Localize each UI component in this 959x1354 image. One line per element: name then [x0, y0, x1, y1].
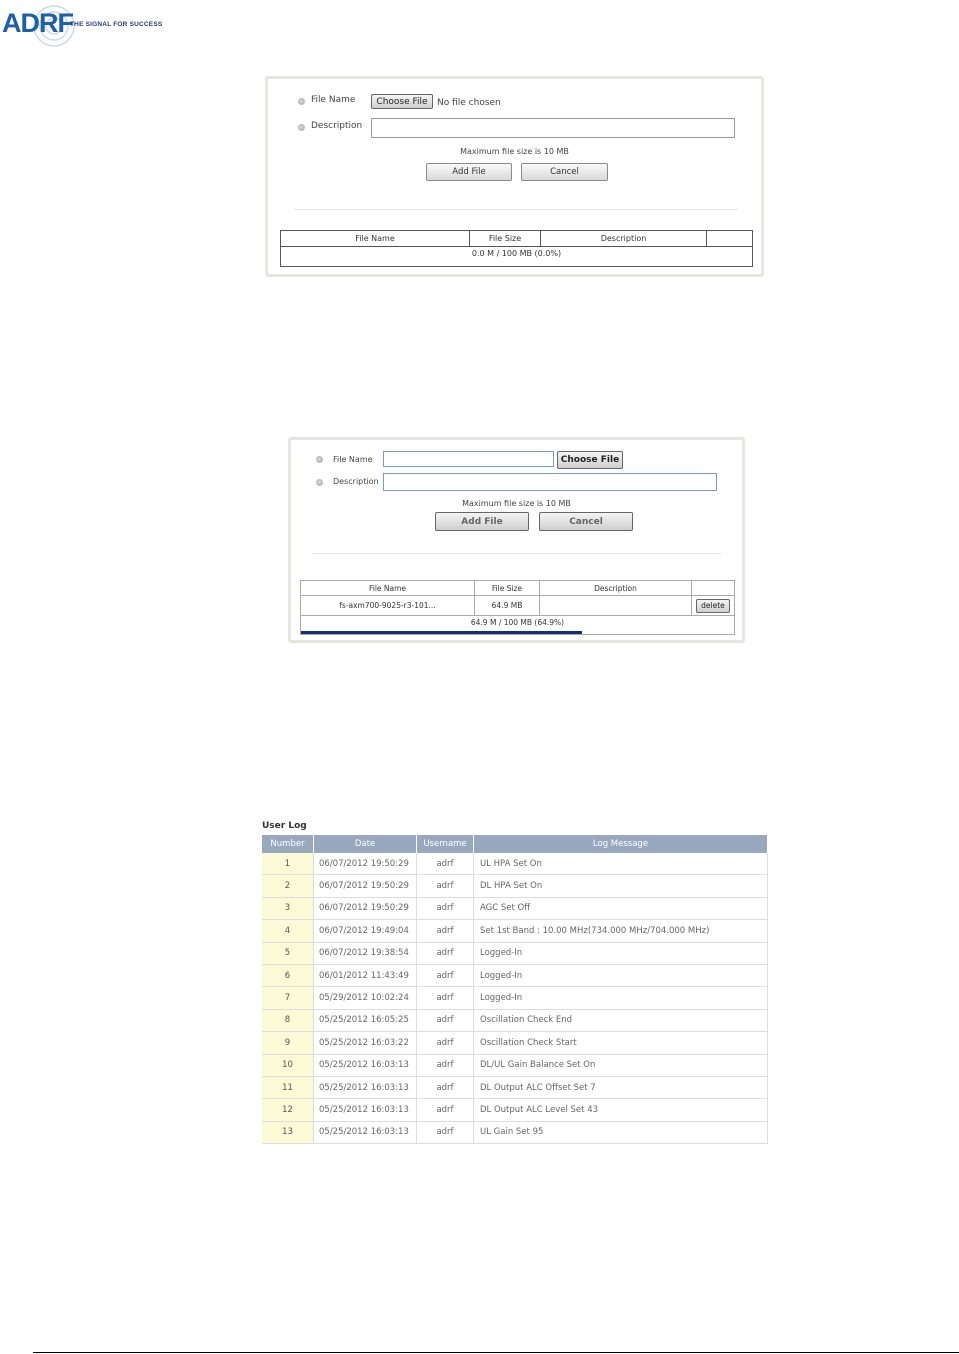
log-date-cell: 05/25/2012 16:03:13 [314, 1054, 417, 1076]
file-upload-panel-empty [265, 76, 764, 277]
log-message-cell: Set 1st Band : 10.00 MHz(734.000 MHz/704.000 MHz) [474, 920, 768, 942]
cancel-button[interactable]: Cancel [521, 163, 608, 181]
log-message-cell: UL Gain Set 95 [474, 1121, 768, 1143]
add-file-button[interactable]: Add File [435, 512, 529, 531]
logo-tagline: THE SIGNAL FOR SUCCESS [70, 21, 163, 28]
log-date-cell: 06/01/2012 11:43:49 [314, 964, 417, 986]
header-action [692, 581, 735, 596]
log-date-cell: 05/25/2012 16:03:22 [314, 1032, 417, 1054]
header-date: Date [314, 835, 417, 853]
log-message-cell: Logged-In [474, 942, 768, 964]
log-username-cell: adrf [417, 1009, 474, 1031]
file-name-cell: fs-axm700-9025-r3-101... [301, 596, 475, 616]
log-date-cell: 06/07/2012 19:38:54 [314, 942, 417, 964]
max-file-size-text: Maximum file size is 10 MB [460, 147, 569, 156]
header-file-name: File Name [281, 231, 470, 247]
bullet-icon [316, 479, 323, 486]
storage-usage-row [301, 616, 735, 635]
cancel-button[interactable]: Cancel [539, 512, 633, 531]
log-date-cell: 06/07/2012 19:49:04 [314, 920, 417, 942]
table-row [262, 1054, 768, 1076]
header-file-size: File Size [470, 231, 541, 247]
table-row [262, 1032, 768, 1054]
max-file-size-text: Maximum file size is 10 MB [462, 499, 571, 508]
header-username: Username [417, 835, 474, 853]
log-username-cell: adrf [417, 1099, 474, 1121]
table-row [301, 596, 735, 616]
header-action [707, 231, 753, 247]
log-number-cell: 3 [262, 897, 314, 919]
log-number-cell: 11 [262, 1076, 314, 1098]
log-username-cell: adrf [417, 1121, 474, 1143]
description-input[interactable] [383, 473, 717, 491]
log-date-cell: 05/25/2012 16:03:13 [314, 1121, 417, 1143]
table-row [262, 920, 768, 942]
log-message-cell: AGC Set Off [474, 897, 768, 919]
table-header-row [301, 581, 735, 596]
log-message-cell: UL HPA Set On [474, 853, 768, 875]
bullet-icon [298, 124, 305, 131]
log-message-cell: Logged-In [474, 964, 768, 986]
log-number-cell: 5 [262, 942, 314, 964]
delete-button[interactable]: delete [696, 599, 730, 613]
description-input[interactable] [371, 118, 735, 138]
storage-usage-text: 0.0 M / 100 MB (0.0%) [281, 247, 753, 267]
log-message-cell: DL/UL Gain Balance Set On [474, 1054, 768, 1076]
log-header-row [262, 835, 768, 853]
user-log-table [262, 835, 768, 1144]
description-cell [540, 596, 692, 616]
log-username-cell: adrf [417, 875, 474, 897]
table-row [262, 1009, 768, 1031]
log-number-cell: 10 [262, 1054, 314, 1076]
table-row [262, 942, 768, 964]
log-number-cell: 8 [262, 1009, 314, 1031]
log-message-cell: DL Output ALC Offset Set 7 [474, 1076, 768, 1098]
storage-usage-bar [301, 631, 582, 634]
log-date-cell: 06/07/2012 19:50:29 [314, 875, 417, 897]
choose-file-button[interactable]: Choose File [371, 94, 433, 109]
table-row [262, 897, 768, 919]
bullet-icon [298, 98, 305, 105]
file-name-label: File Name [311, 95, 356, 105]
log-message-cell: Oscillation Check End [474, 1009, 768, 1031]
log-username-cell: adrf [417, 897, 474, 919]
table-row [262, 875, 768, 897]
file-size-cell: 64.9 MB [475, 596, 540, 616]
divider [294, 209, 738, 210]
log-message-cell: DL Output ALC Level Set 43 [474, 1099, 768, 1121]
log-number-cell: 1 [262, 853, 314, 875]
file-name-label: File Name [333, 455, 373, 464]
company-logo [2, 2, 172, 50]
log-date-cell: 06/07/2012 19:50:29 [314, 853, 417, 875]
log-username-cell: adrf [417, 1076, 474, 1098]
action-cell [692, 596, 735, 616]
user-log-title: User Log [262, 821, 307, 831]
storage-usage-cell [301, 616, 735, 635]
log-message-cell: DL HPA Set On [474, 875, 768, 897]
divider [313, 553, 721, 554]
log-date-cell: 05/29/2012 10:02:24 [314, 987, 417, 1009]
log-username-cell: adrf [417, 964, 474, 986]
table-row [262, 1121, 768, 1143]
file-list-table [280, 230, 753, 267]
choose-file-button[interactable]: Choose File [557, 451, 623, 469]
log-date-cell: 05/25/2012 16:05:25 [314, 1009, 417, 1031]
storage-usage-row [281, 247, 753, 267]
header-description: Description [540, 581, 692, 596]
log-message-cell: Logged-In [474, 987, 768, 1009]
log-number-cell: 13 [262, 1121, 314, 1143]
file-list-table [300, 580, 735, 635]
table-row [262, 964, 768, 986]
header-number: Number [262, 835, 314, 853]
log-number-cell: 9 [262, 1032, 314, 1054]
log-date-cell: 05/25/2012 16:03:13 [314, 1099, 417, 1121]
add-file-button[interactable]: Add File [426, 163, 512, 181]
table-row [262, 853, 768, 875]
log-username-cell: adrf [417, 987, 474, 1009]
log-number-cell: 2 [262, 875, 314, 897]
table-header-row [281, 231, 753, 247]
log-message-cell: Oscillation Check Start [474, 1032, 768, 1054]
header-log-message: Log Message [474, 835, 768, 853]
file-upload-panel-with-file [288, 437, 745, 643]
logo-text: ADRF [2, 8, 73, 38]
log-username-cell: adrf [417, 853, 474, 875]
log-date-cell: 05/25/2012 16:03:13 [314, 1076, 417, 1098]
description-label: Description [333, 477, 379, 486]
header-file-name: File Name [301, 581, 475, 596]
log-username-cell: adrf [417, 1054, 474, 1076]
table-row [262, 987, 768, 1009]
bullet-icon [316, 456, 323, 463]
table-row [262, 1099, 768, 1121]
log-username-cell: adrf [417, 920, 474, 942]
description-label: Description [311, 121, 363, 131]
log-date-cell: 06/07/2012 19:50:29 [314, 897, 417, 919]
file-name-input[interactable] [383, 451, 554, 467]
footer-rule [33, 1352, 959, 1353]
log-number-cell: 4 [262, 920, 314, 942]
log-username-cell: adrf [417, 1032, 474, 1054]
log-number-cell: 7 [262, 987, 314, 1009]
no-file-chosen-text: No file chosen [437, 98, 501, 108]
log-body [262, 853, 768, 1144]
header-file-size: File Size [475, 581, 540, 596]
log-number-cell: 6 [262, 964, 314, 986]
header-description: Description [541, 231, 707, 247]
storage-usage-text: 64.9 M / 100 MB (64.9%) [470, 618, 565, 627]
table-row [262, 1076, 768, 1098]
log-username-cell: adrf [417, 942, 474, 964]
log-number-cell: 12 [262, 1099, 314, 1121]
